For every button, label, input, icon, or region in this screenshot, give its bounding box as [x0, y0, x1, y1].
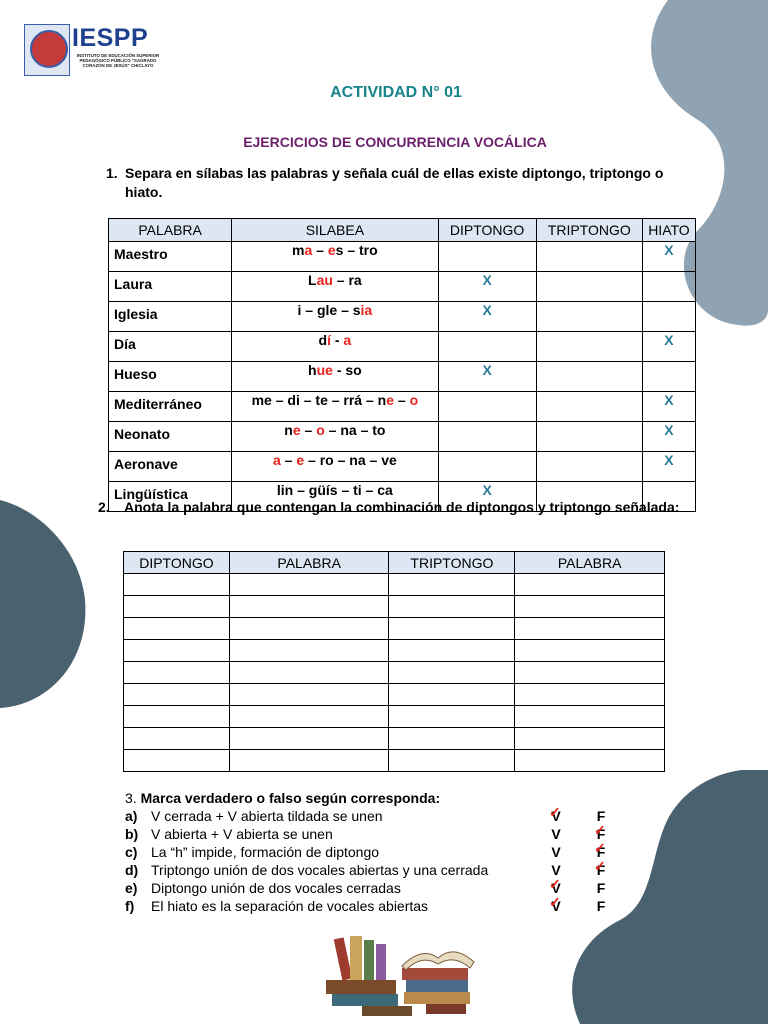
- true-false-item: [125, 844, 625, 862]
- word-cell: Maestro: [109, 242, 232, 272]
- highlighted-vowel: a: [272, 452, 281, 468]
- table-row: [124, 706, 665, 728]
- false-option[interactable]: F ✓: [595, 844, 607, 860]
- syllable-text: L: [308, 272, 317, 288]
- highlighted-vowel: o: [409, 392, 419, 408]
- highlighted-vowel: í: [327, 332, 331, 348]
- hiato-cell: [642, 362, 695, 392]
- true-option[interactable]: V ✓: [550, 898, 562, 914]
- answer-cell[interactable]: [389, 706, 515, 728]
- answer-cell[interactable]: [389, 596, 515, 618]
- column-header: DIPTONGO: [124, 552, 230, 574]
- answer-cell[interactable]: [229, 684, 389, 706]
- syllable-cell: [232, 272, 438, 302]
- item-letter: d): [125, 862, 139, 878]
- hiato-cell: [642, 272, 695, 302]
- answer-cell[interactable]: [229, 618, 389, 640]
- word-cell: Mediterráneo: [109, 392, 232, 422]
- item-statement: V cerrada + V abierta tildada se unen: [151, 808, 383, 824]
- item-statement: Triptongo unión de dos vocales abiertas y una cerrada: [151, 862, 489, 878]
- table-row: [124, 750, 665, 772]
- answer-cell[interactable]: [515, 574, 665, 596]
- question-text: Marca verdadero o falso según corresponda:: [140, 790, 441, 806]
- highlighted-vowel: a: [304, 242, 313, 258]
- hiato-cell: X: [642, 452, 695, 482]
- sacred-heart-seal-icon: [24, 24, 70, 76]
- table-row: [124, 684, 665, 706]
- question-number: 3.: [125, 790, 137, 806]
- column-header: PALABRA: [229, 552, 389, 574]
- syllable-table: [108, 218, 696, 512]
- syllable-text: s – tro: [335, 242, 378, 258]
- triptongo-cell: [536, 422, 642, 452]
- item-letter: a): [125, 808, 138, 824]
- syllable-cell: [232, 362, 438, 392]
- diptongo-cell: X: [438, 272, 536, 302]
- answer-cell[interactable]: [515, 706, 665, 728]
- table-row: [109, 452, 696, 482]
- hiato-cell: X: [642, 242, 695, 272]
- word-cell: Día: [109, 332, 232, 362]
- answer-cell[interactable]: [515, 750, 665, 772]
- diptongo-cell: [438, 392, 536, 422]
- syllable-text: –: [394, 392, 410, 408]
- highlighted-vowel: ue: [316, 362, 333, 378]
- diptongo-cell: [438, 452, 536, 482]
- answer-cell[interactable]: [515, 618, 665, 640]
- question-number: 2.: [98, 499, 110, 515]
- answer-cell[interactable]: [229, 662, 389, 684]
- question-text: Anota la palabra que contengan la combinación de diptongos y triptongo señalada:: [124, 499, 680, 515]
- true-option[interactable]: V ✓: [550, 808, 562, 824]
- answer-cell[interactable]: [229, 640, 389, 662]
- answer-cell[interactable]: [124, 574, 230, 596]
- highlighted-vowel: a: [343, 332, 352, 348]
- answer-cell[interactable]: [124, 706, 230, 728]
- column-header: SILABEA: [232, 219, 438, 242]
- hiato-cell: X: [642, 332, 695, 362]
- answer-cell[interactable]: [389, 684, 515, 706]
- answer-cell[interactable]: [124, 684, 230, 706]
- answer-cell[interactable]: [515, 596, 665, 618]
- answer-cell[interactable]: [124, 640, 230, 662]
- syllable-cell: [232, 332, 438, 362]
- item-statement: El hiato es la separación de vocales abiertas: [151, 898, 429, 914]
- item-letter: e): [125, 880, 138, 896]
- column-header: PALABRA: [109, 219, 232, 242]
- answer-cell[interactable]: [515, 728, 665, 750]
- question-number: 1.: [106, 165, 118, 181]
- triptongo-cell: [536, 332, 642, 362]
- triptongo-cell: [536, 392, 642, 422]
- highlighted-vowel: e: [292, 422, 301, 438]
- syllable-cell: [232, 422, 438, 452]
- question-text: Separa en sílabas las palabras y señala cuál de ellas existe diptongo, triptongo o hiato.: [125, 165, 664, 200]
- section-title: EJERCICIOS DE CONCURRENCIA VOCÁLICA: [243, 134, 547, 150]
- answer-cell[interactable]: [389, 640, 515, 662]
- table-row: [124, 596, 665, 618]
- true-option[interactable]: V: [551, 844, 561, 860]
- syllable-text: –: [300, 422, 317, 438]
- hiato-cell: X: [642, 392, 695, 422]
- institution-logo: [24, 24, 164, 76]
- answer-cell[interactable]: [389, 662, 515, 684]
- true-option[interactable]: V: [551, 826, 561, 842]
- table-row: [124, 662, 665, 684]
- syllable-text: me – di – te – rrá – n: [251, 392, 387, 408]
- false-option[interactable]: F: [596, 880, 606, 896]
- answer-cell[interactable]: [515, 684, 665, 706]
- table-row: [109, 332, 696, 362]
- table-row: [109, 422, 696, 452]
- answer-cell[interactable]: [229, 728, 389, 750]
- table-row: [124, 618, 665, 640]
- answer-cell[interactable]: [515, 640, 665, 662]
- syllable-text: n: [284, 422, 293, 438]
- false-option[interactable]: F ✓: [595, 826, 607, 842]
- column-header: PALABRA: [515, 552, 665, 574]
- item-statement: V abierta + V abierta se unen: [151, 826, 333, 842]
- table-row: [124, 728, 665, 750]
- diptongo-cell: X: [438, 482, 536, 512]
- highlighted-vowel: e: [327, 242, 336, 258]
- true-false-item: [125, 826, 625, 844]
- diptongo-cell: X: [438, 302, 536, 332]
- highlighted-vowel: o: [316, 422, 325, 438]
- syllable-cell: [232, 302, 438, 332]
- hiato-cell: [642, 302, 695, 332]
- column-header: TRIPTONGO: [536, 219, 642, 242]
- column-header: HIATO: [642, 219, 695, 242]
- syllable-text: m: [292, 242, 305, 258]
- answer-cell[interactable]: [389, 728, 515, 750]
- highlighted-vowel: e: [296, 452, 305, 468]
- table-row: [109, 392, 696, 422]
- table-row: [124, 574, 665, 596]
- false-option[interactable]: F: [596, 808, 606, 824]
- table-header-row: [124, 552, 665, 574]
- answer-cell[interactable]: [124, 728, 230, 750]
- answer-cell[interactable]: [389, 618, 515, 640]
- decorative-blob-left: [0, 500, 90, 710]
- syllable-cell: [232, 242, 438, 272]
- syllable-cell: [232, 452, 438, 482]
- syllable-cell: [232, 392, 438, 422]
- diptongo-cell: [438, 242, 536, 272]
- table-row: [109, 272, 696, 302]
- answer-cell[interactable]: [124, 618, 230, 640]
- word-cell: Iglesia: [109, 302, 232, 332]
- diptongo-cell: X: [438, 362, 536, 392]
- answer-cell[interactable]: [124, 750, 230, 772]
- diptongo-cell: [438, 422, 536, 452]
- syllable-text: h: [308, 362, 317, 378]
- true-option[interactable]: V: [551, 862, 561, 878]
- answer-cell[interactable]: [229, 706, 389, 728]
- syllable-text: –: [280, 452, 297, 468]
- false-option[interactable]: F ✓: [595, 862, 607, 878]
- activity-title: ACTIVIDAD N° 01: [330, 84, 462, 101]
- highlighted-vowel: e: [386, 392, 395, 408]
- item-letter: c): [125, 844, 138, 860]
- answer-cell[interactable]: [229, 596, 389, 618]
- table-header-row: [109, 219, 696, 242]
- answer-cell[interactable]: [389, 574, 515, 596]
- diptongo-cell: [438, 332, 536, 362]
- true-option[interactable]: V ✓: [550, 880, 562, 896]
- item-statement: La “h” impide, formación de diptongo: [151, 844, 380, 860]
- highlighted-vowel: au: [316, 272, 333, 288]
- triptongo-cell: [536, 452, 642, 482]
- answer-cell[interactable]: [124, 662, 230, 684]
- word-cell: Aeronave: [109, 452, 232, 482]
- column-header: TRIPTONGO: [389, 552, 515, 574]
- syllable-text: – na – to: [324, 422, 386, 438]
- syllable-text: - so: [332, 362, 362, 378]
- column-header: DIPTONGO: [438, 219, 536, 242]
- triptongo-cell: [536, 302, 642, 332]
- books-illustration-icon: [318, 918, 478, 1018]
- table-row: [124, 640, 665, 662]
- syllable-text: i – gle – s: [297, 302, 361, 318]
- word-cell: Lingüística: [109, 482, 232, 512]
- syllable-text: d: [318, 332, 328, 348]
- table-row: [109, 302, 696, 332]
- syllable-text: – ro – na – ve: [304, 452, 397, 468]
- item-statement: Diptongo unión de dos vocales cerradas: [151, 880, 401, 896]
- hiato-cell: X: [642, 422, 695, 452]
- syllable-text: –: [312, 242, 328, 258]
- table-row: [109, 242, 696, 272]
- triptongo-cell: [536, 272, 642, 302]
- triptongo-cell: [536, 362, 642, 392]
- logo-name: IESPP: [72, 24, 149, 52]
- item-letter: b): [125, 826, 139, 842]
- combination-table: [123, 551, 665, 772]
- word-cell: Laura: [109, 272, 232, 302]
- word-cell: Hueso: [109, 362, 232, 392]
- true-false-item: [125, 898, 625, 916]
- syllable-text: -: [330, 332, 344, 348]
- answer-cell[interactable]: [515, 662, 665, 684]
- syllable-text: lin – güís – ti – ca: [276, 482, 393, 498]
- answer-cell[interactable]: [389, 750, 515, 772]
- answer-cell[interactable]: [229, 574, 389, 596]
- question-3: [125, 790, 440, 806]
- logo-subtitle: INSTITUTO DE EDUCACIÓN SUPERIOR PEDAGÓGICO PÚBLICO "SAGRADO CORAZÓN DE JESÚS" CHICLAYO: [76, 53, 160, 69]
- answer-cell[interactable]: [124, 596, 230, 618]
- false-option[interactable]: F: [596, 898, 606, 914]
- true-false-item: [125, 808, 625, 826]
- word-cell: Neonato: [109, 422, 232, 452]
- highlighted-vowel: ia: [360, 302, 373, 318]
- table-row: [109, 362, 696, 392]
- triptongo-cell: [536, 242, 642, 272]
- item-letter: f): [125, 898, 135, 914]
- answer-cell[interactable]: [229, 750, 389, 772]
- syllable-text: – ra: [332, 272, 362, 288]
